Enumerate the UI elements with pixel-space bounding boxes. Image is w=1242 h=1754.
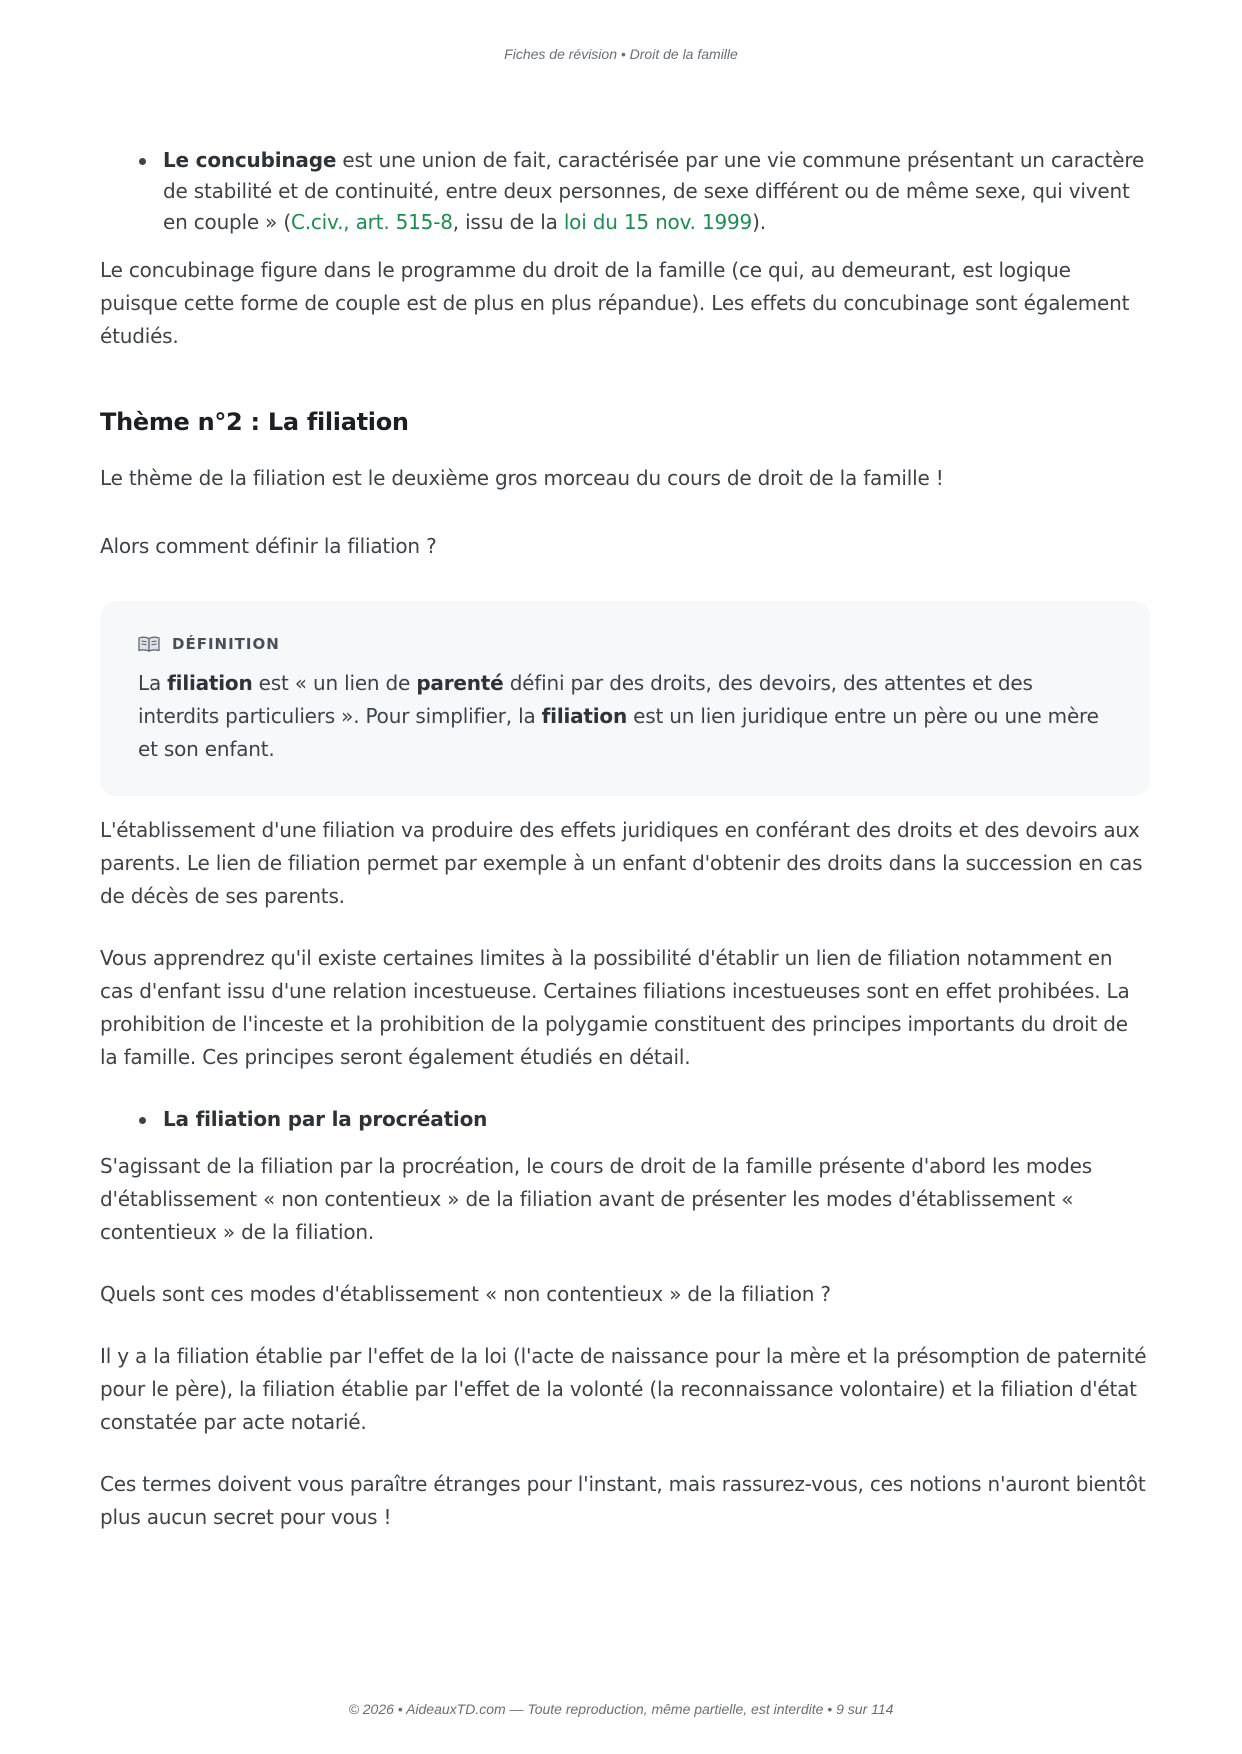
definition-callout: [100, 601, 1150, 796]
link-law-1999[interactable]: loi du 15 nov. 1999: [563, 210, 753, 234]
open-book-icon: [138, 636, 160, 652]
page-content: [100, 145, 1150, 1534]
definition-text: [138, 667, 1112, 766]
paragraph-question: Alors comment définir la filiation ?: [100, 534, 437, 558]
definition-text-part: est un lien juridique entre un père ou une mère et son enfant.: [138, 704, 1099, 761]
paragraph-modes-answer: Il y a la filiation établie par l'effet de la loi (l'acte de naissance pour la mère et la présomption de paternité pour le père), la filiation établie par l'effet de la volonté (la reconnaissance volontaire) et la filiation d'état constatée par acte notarié.: [100, 1344, 1147, 1434]
subheading-procreation: La filiation par la procréation: [163, 1107, 488, 1131]
paragraph-procreation: S'agissant de la filiation par la procréation, le cours de droit de la famille présente d'abord les modes d'établissement « non contentieux » de la filiation avant de présenter les modes d'établissement « contentieux » de la filiation.: [100, 1154, 1092, 1244]
paragraph-limits: Vous apprendrez qu'il existe certaines limites à la possibilité d'établir un lien de filiation notamment en cas d'enfant issu d'une relation incestueuse. Certaines filiations incestueuses sont en effet prohibées. La prohibition de l'inceste et la prohibition de la polygamie constituent des principes importants du droit de la famille. Ces principes seront également étudiés en détail.: [100, 946, 1130, 1069]
term-parente: parenté: [416, 671, 504, 695]
paragraph-effects: L'établissement d'une filiation va produire des effets juridiques en conférant des droits et des devoirs aux parents. Le lien de filiation permet par exemple à un enfant d'obtenir des droits dans la succession en cas de décès de ses parents.: [100, 818, 1143, 908]
definition-text-part: défini par des droits, des devoirs, des attentes et des interdits particuliers ». Pour simplifier, la: [138, 671, 1033, 728]
concubinage-text-end: ).: [752, 210, 766, 234]
definition-header: [138, 635, 1112, 653]
term-filiation-2: filiation: [541, 704, 628, 728]
term-filiation: filiation: [167, 671, 253, 695]
concubinage-text: est une union de fait, caractérisée par une vie commune présentant un caractère de stabilité et de continuité, entre deux personnes, de sexe différent ou de même sexe, qui vivent en couple » (: [163, 148, 1145, 234]
paragraph-modes-question: Quels sont ces modes d'établissement « non contentieux » de la filiation ?: [100, 1282, 831, 1306]
paragraph-concubinage: Le concubinage figure dans le programme du droit de la famille (ce qui, au demeurant, est logique puisque cette forme de couple est de plus en plus répandue). Les effets du concubinage sont également étudiés.: [100, 258, 1130, 348]
list-item-procreation: [163, 1104, 1150, 1135]
running-footer: © 2026 • AideauxTD.com — Toute reproduction, même partielle, est interdite • 9 sur 114: [348, 1701, 894, 1717]
definition-text-part: La: [138, 671, 168, 695]
link-civil-code-515-8[interactable]: C.civ., art. 515-8: [290, 210, 453, 234]
paragraph-closing: Ces termes doivent vous paraître étranges pour l'instant, mais rassurez-vous, ces notions n'auront bientôt plus aucun secret pour vous !: [100, 1472, 1146, 1529]
running-header: Fiches de révision • Droit de la famille: [504, 46, 738, 62]
term-concubinage: Le concubinage: [163, 148, 337, 172]
definition-label: DÉFINITION: [172, 635, 280, 653]
procreation-list: [100, 1104, 1150, 1135]
concubinage-list: [100, 145, 1150, 238]
definition-text-part: est « un lien de: [252, 671, 417, 695]
paragraph-theme-intro: Le thème de la filiation est le deuxième gros morceau du cours de droit de la famille !: [100, 466, 944, 490]
heading-theme-2: Thème n°2 : La filiation: [100, 408, 409, 436]
list-item-concubinage: [163, 145, 1150, 238]
concubinage-text-middle: , issu de la: [452, 210, 564, 234]
